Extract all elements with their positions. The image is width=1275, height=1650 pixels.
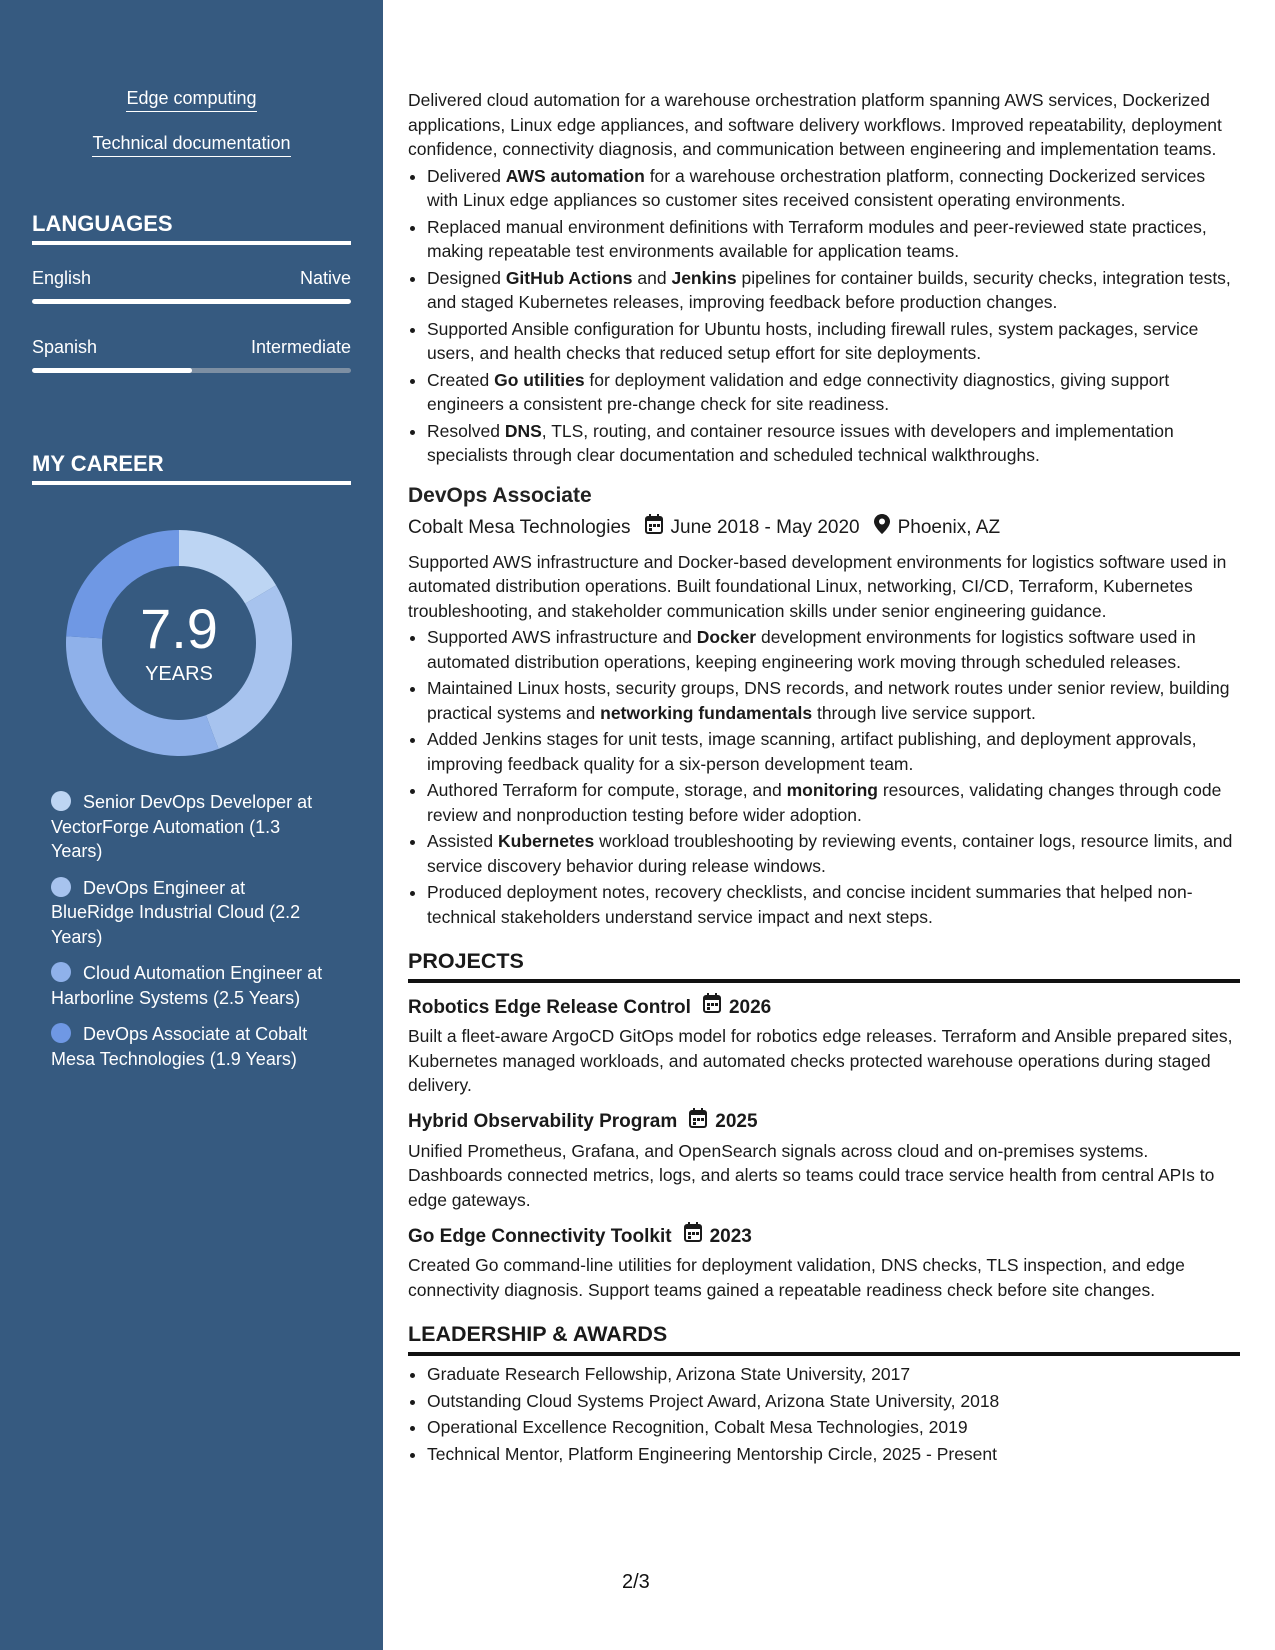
job-title: DevOps Associate	[408, 483, 592, 507]
career-heading: MY CAREER	[32, 451, 351, 485]
job-bullet: • Created Go utilities for deployment validation and edge connectivity diagnostics, giving support engineers a consistent pre-change check for site readiness.	[427, 368, 1240, 417]
language-bar-english	[32, 299, 351, 304]
legend-dot-icon	[51, 1023, 71, 1043]
job-bullet: • Delivered AWS automation for a warehouse orchestration platform, connecting Dockerized services with Linux edge appliances so customer sites received consistent operating environments.	[427, 164, 1240, 213]
job-bullet: • Replaced manual environment definitions with Terraform modules and peer-reviewed state practices, making repeatable test environments available for application teams.	[427, 215, 1240, 264]
job-bullet: • Authored Terraform for compute, storage, and monitoring resources, validating changes through code review and nonproduction testing before wider adoption.	[427, 778, 1240, 827]
job-bullets	[408, 625, 1240, 929]
sidebar	[0, 0, 383, 1650]
total-years-value: 7.9	[140, 596, 218, 660]
languages-heading: LANGUAGES	[32, 211, 351, 245]
job-bullet: • Added Jenkins stages for unit tests, image scanning, artifact publishing, and deployment approvals, improving feedback quality for a six-person development team.	[427, 727, 1240, 776]
awards-list	[408, 1362, 1240, 1466]
award-item: • Outstanding Cloud Systems Project Award, Arizona State University, 2018	[427, 1389, 1240, 1414]
project-description: Created Go command-line utilities for deployment validation, DNS checks, TLS inspection, and edge connectivity diagnosis. Support teams gained a repeatable readiness check before site changes.	[408, 1255, 1185, 1300]
language-level: Intermediate	[250, 337, 351, 357]
language-bar-spanish	[32, 368, 351, 373]
map-pin-icon	[874, 514, 890, 542]
project-description: Built a fleet-aware ArgoCD GitOps model for robotics edge releases. Terraform and Ansible prepared sites, Kubernetes managed workloads, and automated checks protected warehouse operations during staged delivery.	[408, 1026, 1233, 1095]
project-description: Unified Prometheus, Grafana, and OpenSearch signals across cloud and on-premises systems. Dashboards connected metrics, logs, and alerts so teams could trace service health from central APIs to edge gateways.	[408, 1140, 1215, 1210]
project-name: Hybrid Observability Program	[408, 1111, 678, 1132]
language-bar-fill	[32, 368, 192, 373]
job-bullet: • Supported Ansible configuration for Ubuntu hosts, including firewall rules, system packages, service users, and health checks that reduced setup effort for site deployments.	[427, 317, 1240, 366]
award-item: • Technical Mentor, Platform Engineering Mentorship Circle, 2025 - Present	[427, 1442, 1240, 1467]
legend-dot-icon	[51, 962, 71, 982]
main-content	[408, 88, 1240, 1468]
award-item: • Graduate Research Fellowship, Arizona State University, 2017	[427, 1362, 1240, 1387]
job-location: Phoenix, AZ	[897, 516, 1001, 538]
project-title	[408, 993, 1240, 1022]
calendar-icon	[689, 1108, 707, 1137]
project-name: Go Edge Connectivity Toolkit	[408, 1225, 672, 1247]
project-year: 2026	[728, 996, 772, 1018]
language-row-spanish	[32, 337, 351, 358]
project-year: 2025	[715, 1111, 758, 1132]
award-item: • Operational Excellence Recognition, Cobalt Mesa Technologies, 2019	[427, 1415, 1240, 1440]
career-legend-item: Cloud Automation Engineer at Harborline Systems (2.5 Years)	[51, 963, 323, 1008]
legend-dot-icon	[51, 877, 71, 897]
job-meta	[408, 514, 1240, 542]
career-legend-item: Senior DevOps Developer at VectorForge Automation (1.3 Years)	[51, 792, 313, 861]
job-bullet: • Resolved DNS, TLS, routing, and container resource issues with developers and implementation specialists through clear documentation and scheduled technical walkthroughs.	[427, 419, 1240, 468]
donut-center	[64, 528, 294, 758]
career-legend	[51, 790, 331, 1083]
career-legend-item: DevOps Associate at Cobalt Mesa Technologies (1.9 Years)	[51, 1024, 308, 1069]
job-company: Cobalt Mesa Technologies	[408, 516, 631, 538]
skill-link-edge-computing[interactable]: Edge computing	[0, 88, 383, 109]
calendar-icon	[684, 1222, 702, 1251]
job-bullets	[408, 164, 1240, 468]
project-title	[408, 1108, 1240, 1137]
career-legend-item: DevOps Engineer at BlueRidge Industrial Cloud (2.2 Years)	[51, 877, 301, 947]
job-bullet: • Supported AWS infrastructure and Docker development environments for logistics software used in automated distribution operations, keeping engineering work moving through scheduled releases.	[427, 625, 1240, 674]
language-bar-fill	[32, 299, 351, 304]
awards-heading: LEADERSHIP & AWARDS	[408, 1320, 1240, 1356]
projects-heading: PROJECTS	[408, 947, 1240, 983]
total-years-unit: YEARS	[145, 662, 213, 685]
job-bullet: • Maintained Linux hosts, security groups, DNS records, and network routes under senior review, building practical systems and networking fundamentals through live service support.	[427, 676, 1240, 725]
language-row-english	[32, 268, 351, 289]
job-bullet: • Designed GitHub Actions and Jenkins pipelines for container builds, security checks, integration tests, and staged Kubernetes releases, improving feedback before production changes.	[427, 266, 1240, 315]
language-name: Spanish	[32, 337, 98, 357]
skill-link-technical-documentation[interactable]: Technical documentation	[0, 133, 383, 154]
legend-dot-icon	[51, 791, 71, 811]
project-title	[408, 1222, 1240, 1251]
language-level: Native	[299, 268, 351, 288]
job-bullet: • Assisted Kubernetes workload troubleshooting by reviewing events, container logs, resource limits, and service discovery behavior during release windows.	[427, 829, 1240, 878]
project-name: Robotics Edge Release Control	[408, 996, 691, 1018]
language-name: English	[32, 268, 92, 288]
job-summary: Delivered cloud automation for a warehouse orchestration platform spanning AWS services, Dockerized applications, Linux edge appliances, and software delivery workflows. Improved repeatability, deployment confidence, connectivity diagnosis, and communication between engineering and implementation teams.	[408, 90, 1222, 159]
project-year: 2023	[709, 1225, 752, 1247]
page-number: 2/3	[622, 1571, 650, 1593]
job-dates: June 2018 - May 2020	[670, 516, 860, 538]
calendar-icon	[645, 514, 663, 542]
calendar-icon	[703, 993, 721, 1022]
job-summary: Supported AWS infrastructure and Docker-based development environments for logistics software used in automated distribution operations. Built foundational Linux, networking, CI/CD, Terraform, Kubernetes troubleshooting, and stakeholder communication skills under senior engineering guidance.	[408, 551, 1227, 621]
job-bullet: • Produced deployment notes, recovery checklists, and concise incident summaries that helped non-technical stakeholders understand service impact and next steps.	[427, 880, 1240, 929]
